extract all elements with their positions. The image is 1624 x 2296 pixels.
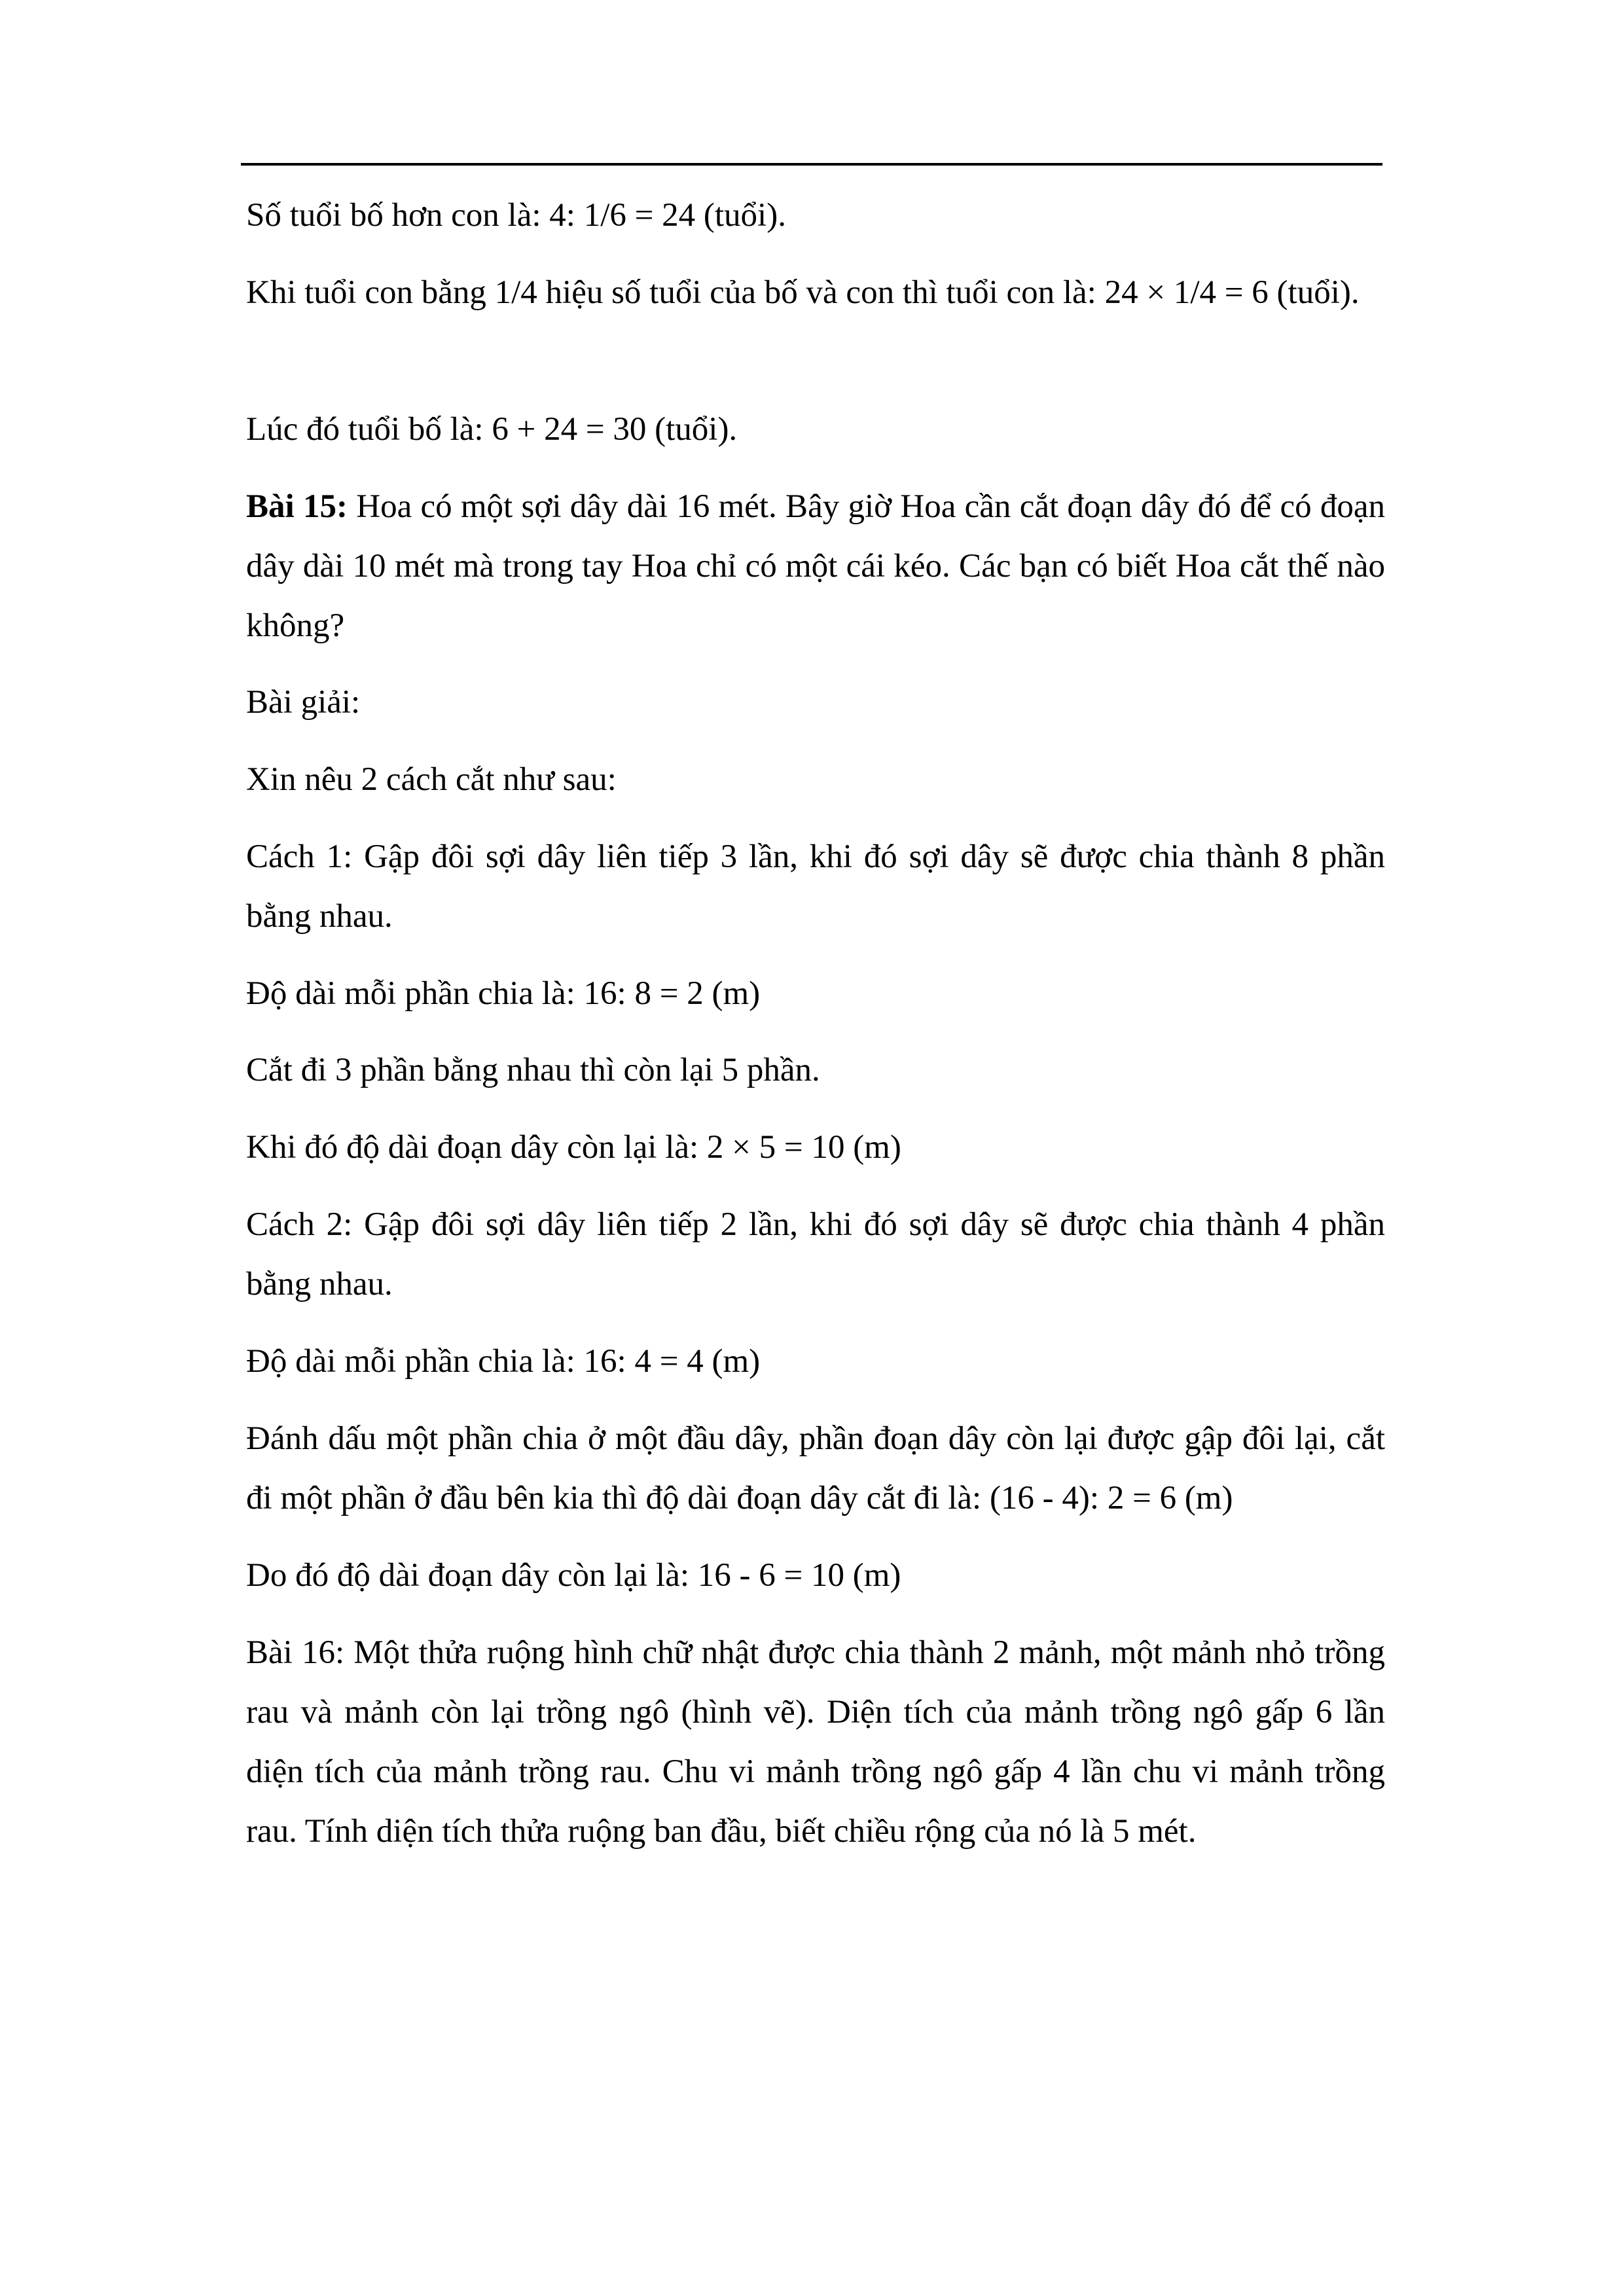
paragraph-method-1-result: Khi đó độ dài đoạn dây còn lại là: 2 × 5 = 10 (m) bbox=[246, 1129, 901, 1166]
paragraph-method-2-length: Độ dài mỗi phần chia là: 16: 4 = 4 (m) bbox=[246, 1343, 761, 1380]
paragraph-solution-heading: Bài giải: bbox=[246, 684, 361, 721]
paragraph-method-1-length: Độ dài mỗi phần chia là: 16: 8 = 2 (m) bbox=[246, 975, 761, 1012]
paragraph-exercise-15: Bài 15: Hoa có một sợi dây dài 16 mét. Bây giờ Hoa cần cắt đoạn dây đó để có đoạn dây dài 10 mét mà trong tay Hoa chỉ có một cái kéo. Các bạn có biết Hoa cắt thế nào không? bbox=[246, 488, 1386, 644]
paragraph-method-1-cut: Cắt đi 3 phần bằng nhau thì còn lại 5 phần. bbox=[246, 1052, 820, 1088]
paragraph-father-age: Lúc đó tuổi bố là: 6 + 24 = 30 (tuổi). bbox=[246, 411, 738, 448]
paragraph-method-2-mark: Đánh dấu một phần chia ở một đầu dây, phần đoạn dây còn lại được gập đôi lại, cắt đi một phần ở đầu bên kia thì độ dài đoạn dây cắt đi là: (16 - 4): 2 = 6 (m) bbox=[246, 1420, 1385, 1516]
paragraph-method-2: Cách 2: Gập đôi sợi dây liên tiếp 2 lần, khi đó sợi dây sẽ được chia thành 4 phần bằng nhau. bbox=[246, 1206, 1385, 1302]
paragraph-father-age-difference: Số tuổi bố hơn con là: 4: 1/6 = 24 (tuổi). bbox=[246, 197, 786, 234]
exercise-15-label: Bài 15: bbox=[246, 488, 348, 525]
paragraph-method-1: Cách 1: Gập đôi sợi dây liên tiếp 3 lần, khi đó sợi dây sẽ được chia thành 8 phần bằng nhau. bbox=[246, 838, 1385, 935]
paragraph-method-2-result: Do đó độ dài đoạn dây còn lại là: 16 - 6 = 10 (m) bbox=[246, 1557, 901, 1594]
header-rule bbox=[241, 163, 1382, 166]
paragraph-exercise-16: Bài 16: Một thửa ruộng hình chữ nhật được chia thành 2 mảnh, một mảnh nhỏ trồng rau và mảnh còn lại trồng ngô (hình vẽ). Diện tích của mảnh trồng ngô gấp 6 lần diện tích của mảnh trồng rau. Chu vi mảnh trồng ngô gấp 4 lần chu vi mảnh trồng rau. Tính diện tích thửa ruộng ban đầu, biết chiều rộng của nó là 5 mét. bbox=[246, 1634, 1385, 1850]
paragraph-child-age: Khi tuổi con bằng 1/4 hiệu số tuổi của bố và con thì tuổi con là: 24 × 1/4 = 6 (tuổi). bbox=[246, 274, 1360, 311]
paragraph-two-methods: Xin nêu 2 cách cắt như sau: bbox=[246, 761, 617, 798]
